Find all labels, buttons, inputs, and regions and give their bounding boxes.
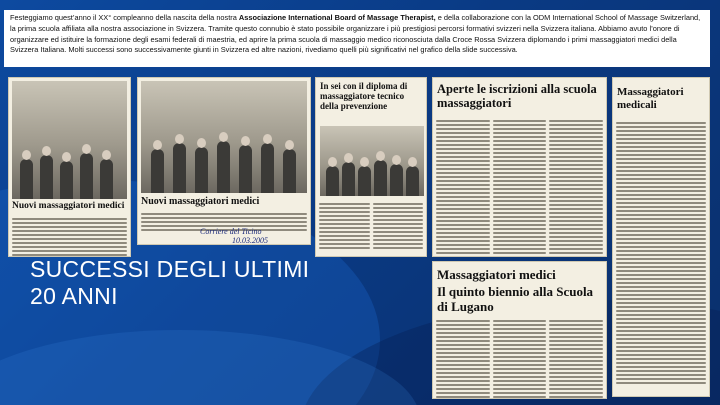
clipping-headline: Massaggiatori medici — [437, 267, 556, 282]
newspaper-clipping-6 — [432, 261, 607, 399]
intro-text-part1: Festeggiamo quest’anno il XX° compleanno della nascita della nostra — [10, 13, 239, 22]
clipping-body — [319, 203, 423, 249]
clipping-photo — [320, 126, 424, 196]
newspaper-clipping-3 — [315, 77, 427, 257]
clipping-headline: Aperte le iscrizioni alla scuola massaggiatori — [437, 82, 597, 110]
newspaper-clipping-5 — [612, 77, 710, 397]
newspaper-clipping-2 — [137, 77, 311, 245]
clipping-headline: Massaggiatori medicali — [617, 86, 684, 111]
slide-title — [30, 256, 309, 310]
handwritten-date: 10.03.2005 — [232, 236, 268, 245]
newspaper-clipping-4 — [432, 77, 607, 257]
clipping-subheadline: Il quinto biennio alla Scuola di Lugano — [437, 284, 594, 314]
intro-text-part2: e della collaborazione con la ODM International School of Massage Switzerland, la prima scuola affiliata alla nostra associazione in Svizzera. Tramite questo connubio è stato possibile organizzare i più prestigiosi percorsi formativi svizzeri nella Svizzera italiana. Abbiamo avuto l’onore di organizzare ed istituire la formazione degli esami federali di maestria, ed aprire la prima scuola di massaggio medico riconosciuta dalla Croce Rossa Svizzera diplomando i primi massaggiatori medici della Svizzera Italiana. Molti successi sono successivamente giunti in Svizzera ed altre nazioni, rivediamo quelli più significativi nel grafico della slide successiva. — [10, 13, 701, 55]
newspaper-clipping-1 — [8, 77, 131, 257]
clipping-photo — [12, 81, 127, 199]
handwritten-source: Corriere del Ticino — [200, 227, 262, 236]
intro-text-bold: Associazione International Board of Massage Therapist, — [238, 13, 438, 22]
clipping-body — [12, 218, 127, 256]
slide-title-line2: 20 ANNI — [30, 283, 118, 309]
clipping-photo — [141, 81, 307, 193]
clipping-body — [616, 122, 706, 384]
intro-text-box — [4, 10, 710, 67]
slide-title-line1: SUCCESSI DEGLI ULTIMI — [30, 256, 310, 282]
clipping-headline: Nuovi massaggiatori medici — [12, 201, 125, 211]
clipping-headline: Nuovi massaggiatori medici — [141, 196, 260, 207]
clipping-body — [436, 120, 603, 254]
clipping-headline: In sei con il diploma di massaggiatore tecnico della prevenzione — [320, 81, 408, 111]
clipping-body — [436, 320, 603, 398]
